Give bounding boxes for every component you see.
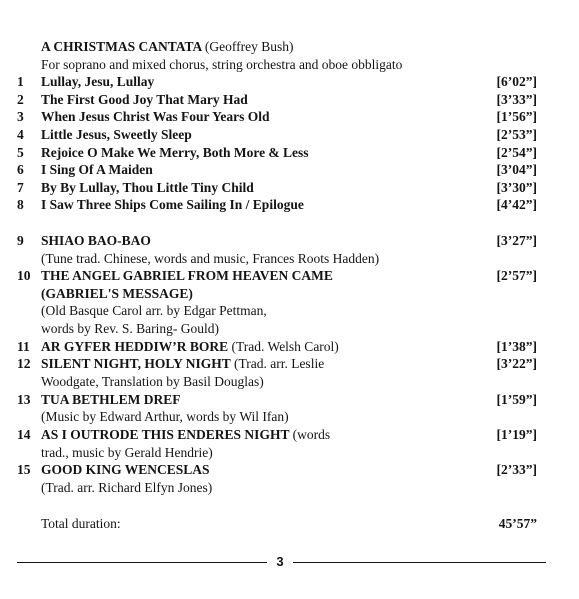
track-title: Rejoice O Make We Merry, Both More & Less — [41, 145, 309, 160]
track-credit-inline: (Trad. Welsh Carol) — [231, 339, 339, 354]
track-number: 4 — [17, 127, 24, 142]
track-number: 2 — [17, 92, 24, 107]
track-duration: [3’22”] — [496, 356, 537, 371]
track-title: SHIAO BAO-BAO — [41, 233, 151, 248]
track-row — [0, 144, 579, 162]
track-number: 6 — [17, 162, 24, 177]
track-duration: [2’57”] — [496, 268, 537, 283]
track-credit-line — [0, 408, 579, 426]
track-title: Lullay, Jesu, Lullay — [41, 74, 155, 89]
track-title-continued-line — [0, 285, 579, 303]
track-number: 3 — [17, 109, 24, 124]
track-title: The First Good Joy That Mary Had — [41, 92, 248, 107]
track-number: 5 — [17, 145, 24, 160]
track-duration: [3’33”] — [496, 92, 537, 107]
track-credit: (Tune trad. Chinese, words and music, Frances Roots Hadden) — [41, 251, 380, 266]
footer-rule-left — [17, 562, 267, 563]
track-title: Little Jesus, Sweetly Sleep — [41, 127, 192, 142]
track-number: 8 — [17, 197, 24, 212]
track-credit-line — [0, 373, 579, 391]
track-number: 12 — [17, 356, 31, 371]
total-duration-label: Total duration: — [41, 516, 121, 531]
track-credit: Woodgate, Translation by Basil Douglas) — [41, 374, 264, 389]
track-number: 11 — [17, 339, 30, 354]
track-row — [0, 461, 579, 479]
track-number: 13 — [17, 392, 31, 407]
track-title: AR GYFER HEDDIW’R BORE — [41, 339, 229, 354]
track-credit-line — [0, 444, 579, 462]
track-credit-inline: (Trad. arr. Leslie — [233, 356, 325, 371]
track-title: GOOD KING WENCESLAS — [41, 462, 210, 477]
track-duration: [1’19”] — [496, 427, 537, 442]
page-number: 3 — [276, 554, 284, 569]
track-credit: words by Rev. S. Baring- Gould) — [41, 321, 219, 336]
track-number: 1 — [17, 74, 24, 89]
cantata-title: A CHRISTMAS CANTATA — [41, 39, 202, 54]
track-title: THE ANGEL GABRIEL FROM HEAVEN CAME — [41, 268, 333, 283]
track-row — [0, 355, 579, 373]
track-row — [0, 426, 579, 444]
track-duration: [2’54”] — [496, 145, 537, 160]
track-row — [0, 232, 579, 250]
cantata-scoring: For soprano and mixed chorus, string orchestra and oboe obbligato — [41, 57, 403, 72]
track-title: By By Lullay, Thou Little Tiny Child — [41, 180, 254, 195]
track-credit-inline: (words — [292, 427, 331, 442]
track-title: TUA BETHLEM DREF — [41, 392, 181, 407]
total-duration-value: 45’57” — [498, 516, 537, 531]
track-duration: [1’38”] — [496, 339, 537, 354]
track-duration: [1’59”] — [496, 392, 537, 407]
track-number: 7 — [17, 180, 24, 195]
track-credit: (Trad. arr. Richard Elfyn Jones) — [41, 480, 213, 495]
track-duration: [3’04”] — [496, 162, 537, 177]
track-row — [0, 91, 579, 109]
track-duration: [1’56”] — [496, 109, 537, 124]
track-title-continued: (GABRIEL'S MESSAGE) — [41, 286, 193, 301]
track-duration: [4’42”] — [496, 197, 537, 212]
track-duration: [2’33”] — [496, 462, 537, 477]
track-title: I Sing Of A Maiden — [41, 162, 153, 177]
track-credit: (Music by Edward Arthur, words by Wil Ifan) — [41, 409, 289, 424]
track-credit-line — [0, 302, 579, 320]
track-row — [0, 108, 579, 126]
track-row — [0, 73, 579, 91]
track-number: 14 — [17, 427, 31, 442]
total-duration-row — [0, 515, 579, 533]
track-title: When Jesus Christ Was Four Years Old — [41, 109, 270, 124]
track-credit-line — [0, 250, 579, 268]
track-row — [0, 179, 579, 197]
track-row — [0, 196, 579, 214]
track-row — [0, 161, 579, 179]
track-credit-line — [0, 479, 579, 497]
track-credit: (Old Basque Carol arr. by Edgar Pettman, — [41, 303, 267, 318]
track-duration: [2’53”] — [496, 127, 537, 142]
track-title: SILENT NIGHT, HOLY NIGHT — [41, 356, 231, 371]
cantata-scoring-line — [0, 56, 579, 74]
track-credit: trad., music by Gerald Hendrie) — [41, 445, 213, 460]
track-row — [0, 126, 579, 144]
track-number: 9 — [17, 233, 24, 248]
track-row — [0, 391, 579, 409]
track-duration: [3’30”] — [496, 180, 537, 195]
page-footer — [0, 552, 579, 574]
cantata-composer: (Geoffrey Bush) — [204, 39, 294, 54]
cantata-heading — [0, 38, 579, 56]
track-duration: [6’02”] — [496, 74, 537, 89]
track-row — [0, 338, 579, 356]
track-title: I Saw Three Ships Come Sailing In / Epilogue — [41, 197, 304, 212]
track-title: AS I OUTRODE THIS ENDERES NIGHT — [41, 427, 290, 442]
track-duration: [3’27”] — [496, 233, 537, 248]
track-credit-line — [0, 320, 579, 338]
track-number: 10 — [17, 268, 31, 283]
footer-rule-right — [293, 562, 546, 563]
track-row — [0, 267, 579, 285]
track-number: 15 — [17, 462, 31, 477]
